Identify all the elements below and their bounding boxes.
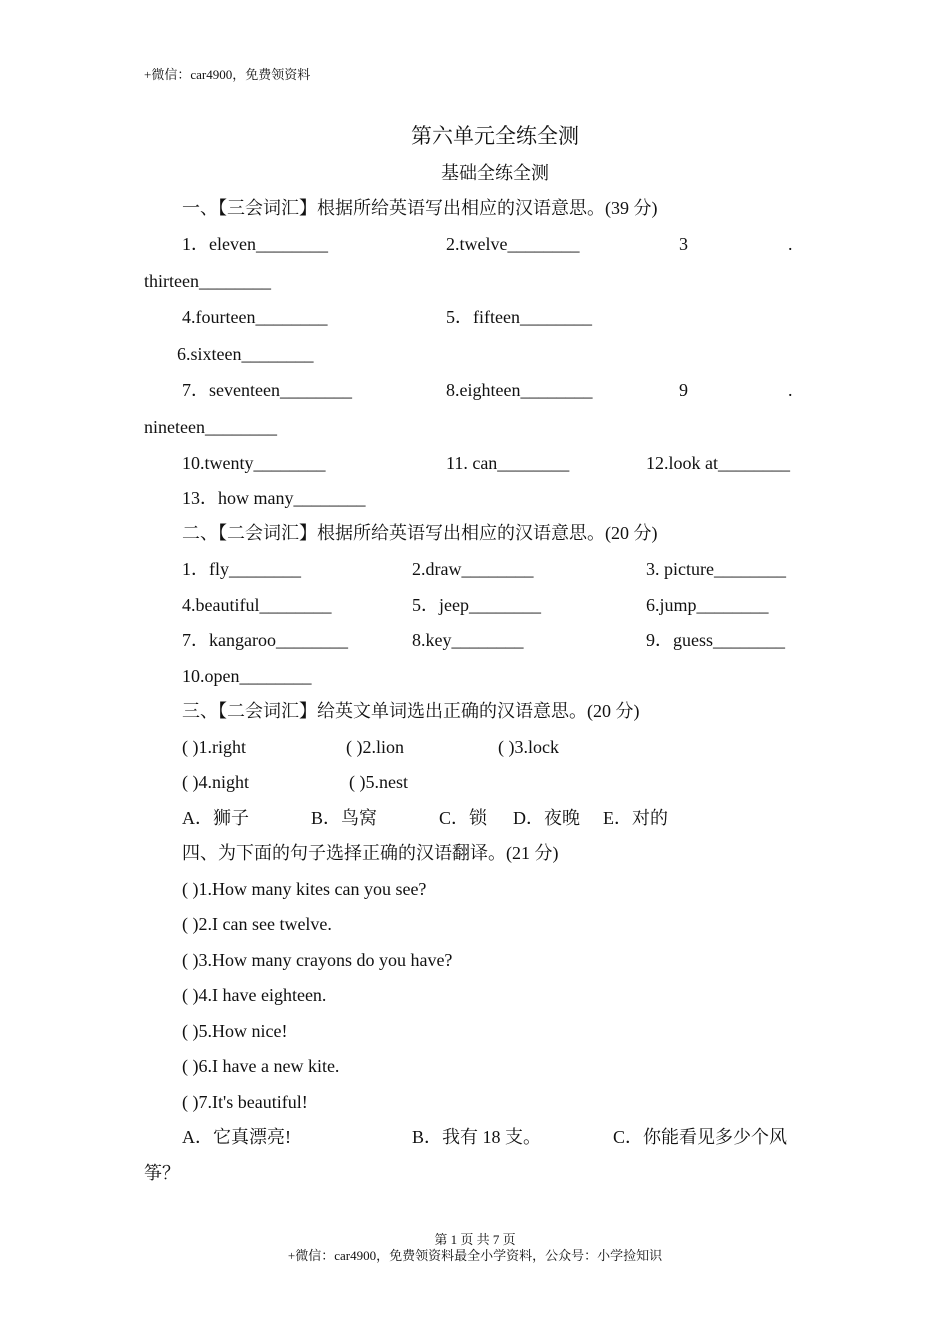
- vocab-item: 8.eighteen________: [446, 380, 593, 400]
- sentence-item: ( )5.How nice!: [182, 1021, 288, 1041]
- sentence-item: ( )2.I can see twelve.: [182, 914, 332, 934]
- vocab-item: 6.sixteen________: [177, 344, 314, 364]
- vocab-item: thirteen________: [144, 271, 271, 291]
- vocab-item: 8.key________: [412, 630, 524, 650]
- choice-item: ( )5.nest: [349, 772, 408, 792]
- answer-option: C．锁: [439, 808, 488, 828]
- section3-heading: 三、【二会词汇】给英文单词选出正确的汉语意思。(20 分): [182, 701, 640, 721]
- answer-option: B．我有 18 支。: [412, 1127, 542, 1147]
- vocab-item: 10.twenty________: [182, 453, 326, 473]
- vocab-item: 4.beautiful________: [182, 595, 332, 615]
- sentence-item: ( )4.I have eighteen.: [182, 985, 327, 1005]
- vocab-item: 1．eleven________: [182, 234, 328, 254]
- answer-option: E．对的: [603, 808, 668, 828]
- vocab-item-dot: .: [788, 380, 793, 400]
- sentence-item: ( )7.It's beautiful!: [182, 1092, 308, 1112]
- vocab-item-dot: .: [788, 234, 793, 254]
- section4-heading: 四、为下面的句子选择正确的汉语翻译。(21 分): [182, 843, 559, 863]
- vocab-item: 6.jump________: [646, 595, 769, 615]
- vocab-item: 9．guess________: [646, 630, 785, 650]
- vocab-item: 12.look at________: [646, 453, 790, 473]
- sentence-item: ( )1.How many kites can you see?: [182, 879, 427, 899]
- vocab-item: 3. picture________: [646, 559, 786, 579]
- page-title: 第六单元全练全测: [411, 124, 579, 148]
- answer-option-continued: 筝？: [144, 1163, 180, 1183]
- section2-heading: 二、【二会词汇】根据所给英语写出相应的汉语意思。(20 分): [182, 523, 658, 543]
- sentence-item: ( )6.I have a new kite.: [182, 1056, 340, 1076]
- header-watermark: +微信：car4900，免费领资料: [144, 67, 311, 82]
- footer-watermark: +微信：car4900，免费领资料最全小学资料，公众号：小学捡知识: [287, 1248, 663, 1263]
- answer-option: A．狮子: [182, 808, 249, 828]
- vocab-item: 11. can________: [446, 453, 570, 473]
- answer-option: D．夜晚: [513, 808, 580, 828]
- vocab-item-number: 3: [679, 234, 688, 254]
- section1-heading: 一、【三会词汇】根据所给英语写出相应的汉语意思。(39 分): [182, 198, 658, 218]
- choice-item: ( )2.lion: [346, 737, 404, 757]
- vocab-item: 1．fly________: [182, 559, 301, 579]
- vocab-item: nineteen________: [144, 417, 277, 437]
- choice-item: ( )1.right: [182, 737, 246, 757]
- vocab-item: 7．kangaroo________: [182, 630, 348, 650]
- vocab-item: 4.fourteen________: [182, 307, 328, 327]
- vocab-item: 2.twelve________: [446, 234, 580, 254]
- sentence-item: ( )3.How many crayons do you have?: [182, 950, 453, 970]
- page-number: 第 1 页 共 7 页: [434, 1232, 516, 1247]
- page-subtitle: 基础全练全测: [441, 163, 549, 183]
- vocab-item: 7．seventeen________: [182, 380, 352, 400]
- answer-option: C．你能看见多少个风: [613, 1127, 788, 1147]
- vocab-item-number: 9: [679, 380, 688, 400]
- vocab-item: 13．how many________: [182, 488, 366, 508]
- vocab-item: 2.draw________: [412, 559, 534, 579]
- vocab-item: 5．jeep________: [412, 595, 541, 615]
- choice-item: ( )4.night: [182, 772, 249, 792]
- vocab-item: 5．fifteen________: [446, 307, 592, 327]
- choice-item: ( )3.lock: [498, 737, 559, 757]
- answer-option: B．鸟窝: [311, 808, 378, 828]
- vocab-item: 10.open________: [182, 666, 312, 686]
- answer-option: A．它真漂亮!: [182, 1127, 291, 1147]
